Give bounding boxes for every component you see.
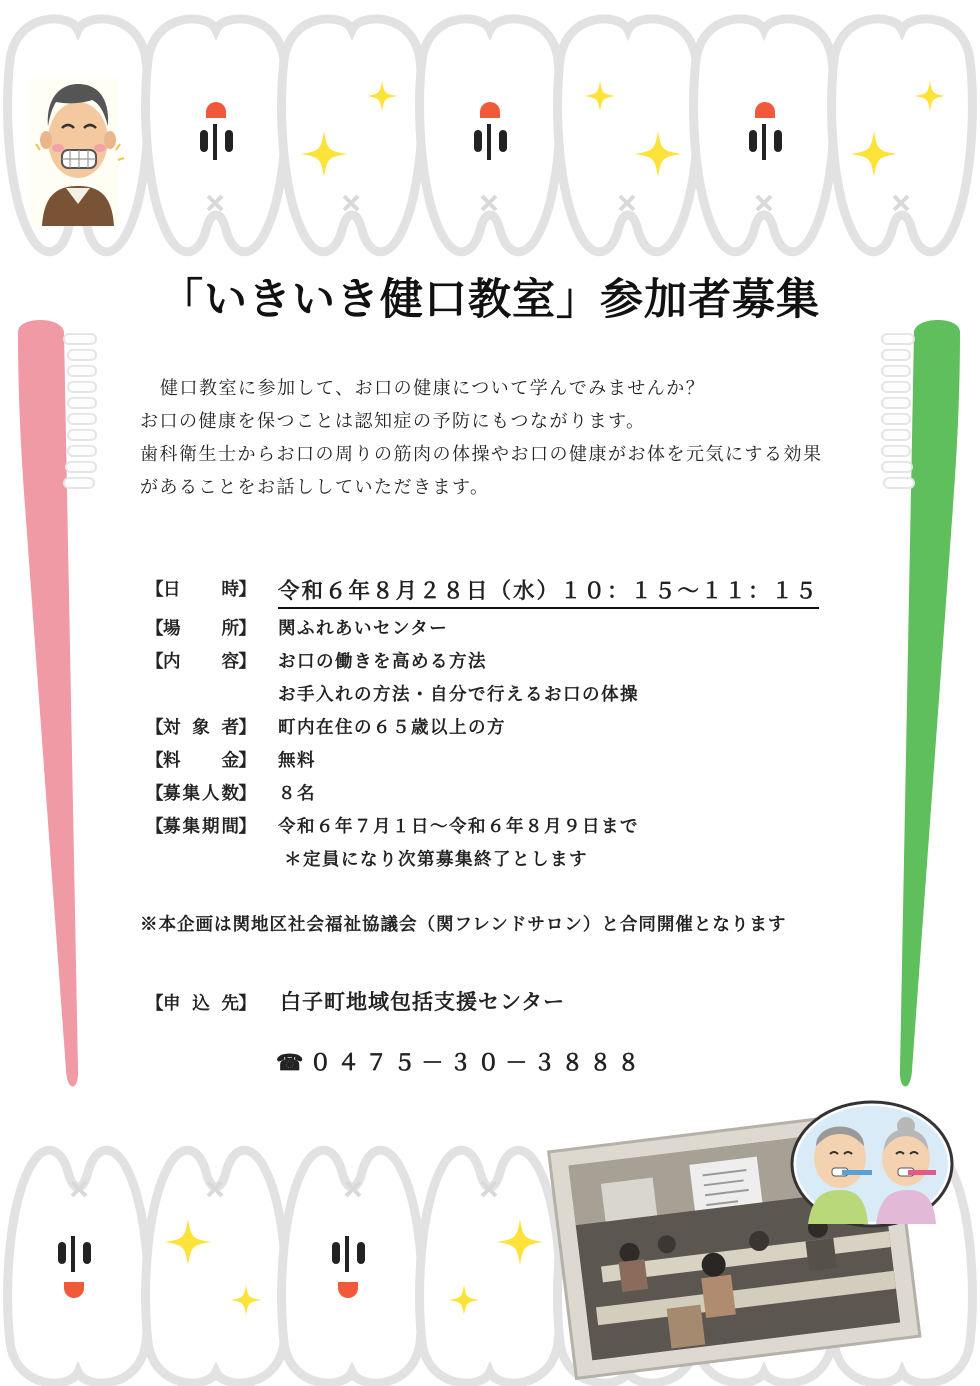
elderly-couple-icon — [792, 1102, 952, 1226]
intro-line: 健口教室に参加して、お口の健康について学んでみませんか？ — [160, 378, 706, 399]
smiling-man-icon — [30, 78, 124, 226]
apply-organization: 白子町地域包括支援センター — [280, 990, 566, 1014]
intro-line: があることをお話ししていただきます。 — [140, 477, 490, 498]
joint-event-note: ※本企画は関地区社会福祉協議会（関フレンドサロン）と合同開催となります — [140, 915, 787, 935]
intro-line: お口の健康を保つことは認知症の予防にもつながります。 — [140, 411, 646, 432]
period-note: ＊定員になり次第募集終了とします — [284, 850, 588, 870]
toothbrush-icon — [18, 320, 96, 1087]
intro-text — [140, 372, 860, 504]
content-value: お口の働きを高める方法 — [278, 652, 487, 672]
page-title: 「いきいき健口教室」参加者募集 — [160, 275, 820, 325]
place-value: 関ふれあいセンター — [278, 619, 449, 639]
datetime-value: 令和６年８月２８日（水）１０：１５～１１：１５ — [278, 574, 819, 609]
phone-number[interactable]: ☎０４７５－３０－３８８８ — [276, 1050, 646, 1076]
capacity-value: ８名 — [278, 784, 316, 804]
target-value: 町内在住の６５歳以上の方 — [278, 718, 506, 738]
fee-value: 無料 — [278, 751, 316, 771]
content-value: お手入れの方法・自分で行えるお口の体操 — [278, 685, 639, 705]
period-value: 令和６年７月１日～令和６年８月９日まで — [278, 817, 639, 837]
intro-line: 歯科衛生士からお口の周りの筋肉の体操やお口の健康がお体を元気にする効果 — [140, 444, 823, 465]
toothbrush-icon — [882, 320, 960, 1087]
